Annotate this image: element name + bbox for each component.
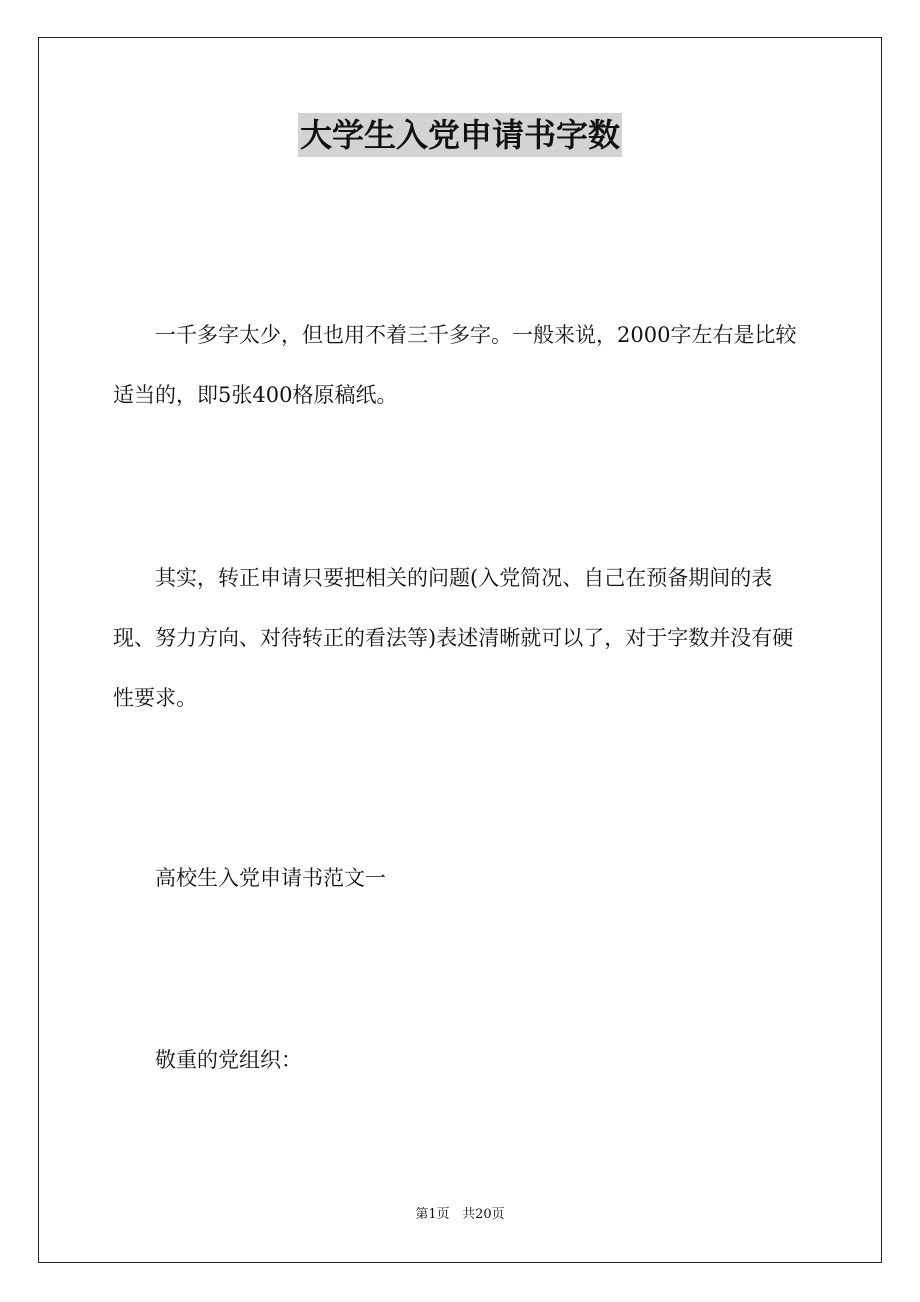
salutation: 敬重的党组织： [155, 1048, 302, 1072]
page-total: 共20页 [462, 1207, 505, 1222]
paragraph-word-count: 一千多字太少，但也用不着三千多字。一般来说，2000字左右是比较适当的，即5张400格原稿纸。 [113, 323, 797, 407]
page-number: 第1页 [415, 1207, 450, 1222]
paragraph-requirements: 其实，转正申请只要把相关的问题(入党简况、自己在预备期间的表现、努力方向、对待转正的看法等)表述清晰就可以了，对于字数并没有硬性要求。 [113, 566, 794, 710]
page-footer [0, 1206, 920, 1224]
title-container [0, 113, 920, 157]
sample-heading: 高校生入党申请书范文一 [155, 866, 386, 890]
document-title: 大学生入党申请书字数 [298, 113, 622, 157]
